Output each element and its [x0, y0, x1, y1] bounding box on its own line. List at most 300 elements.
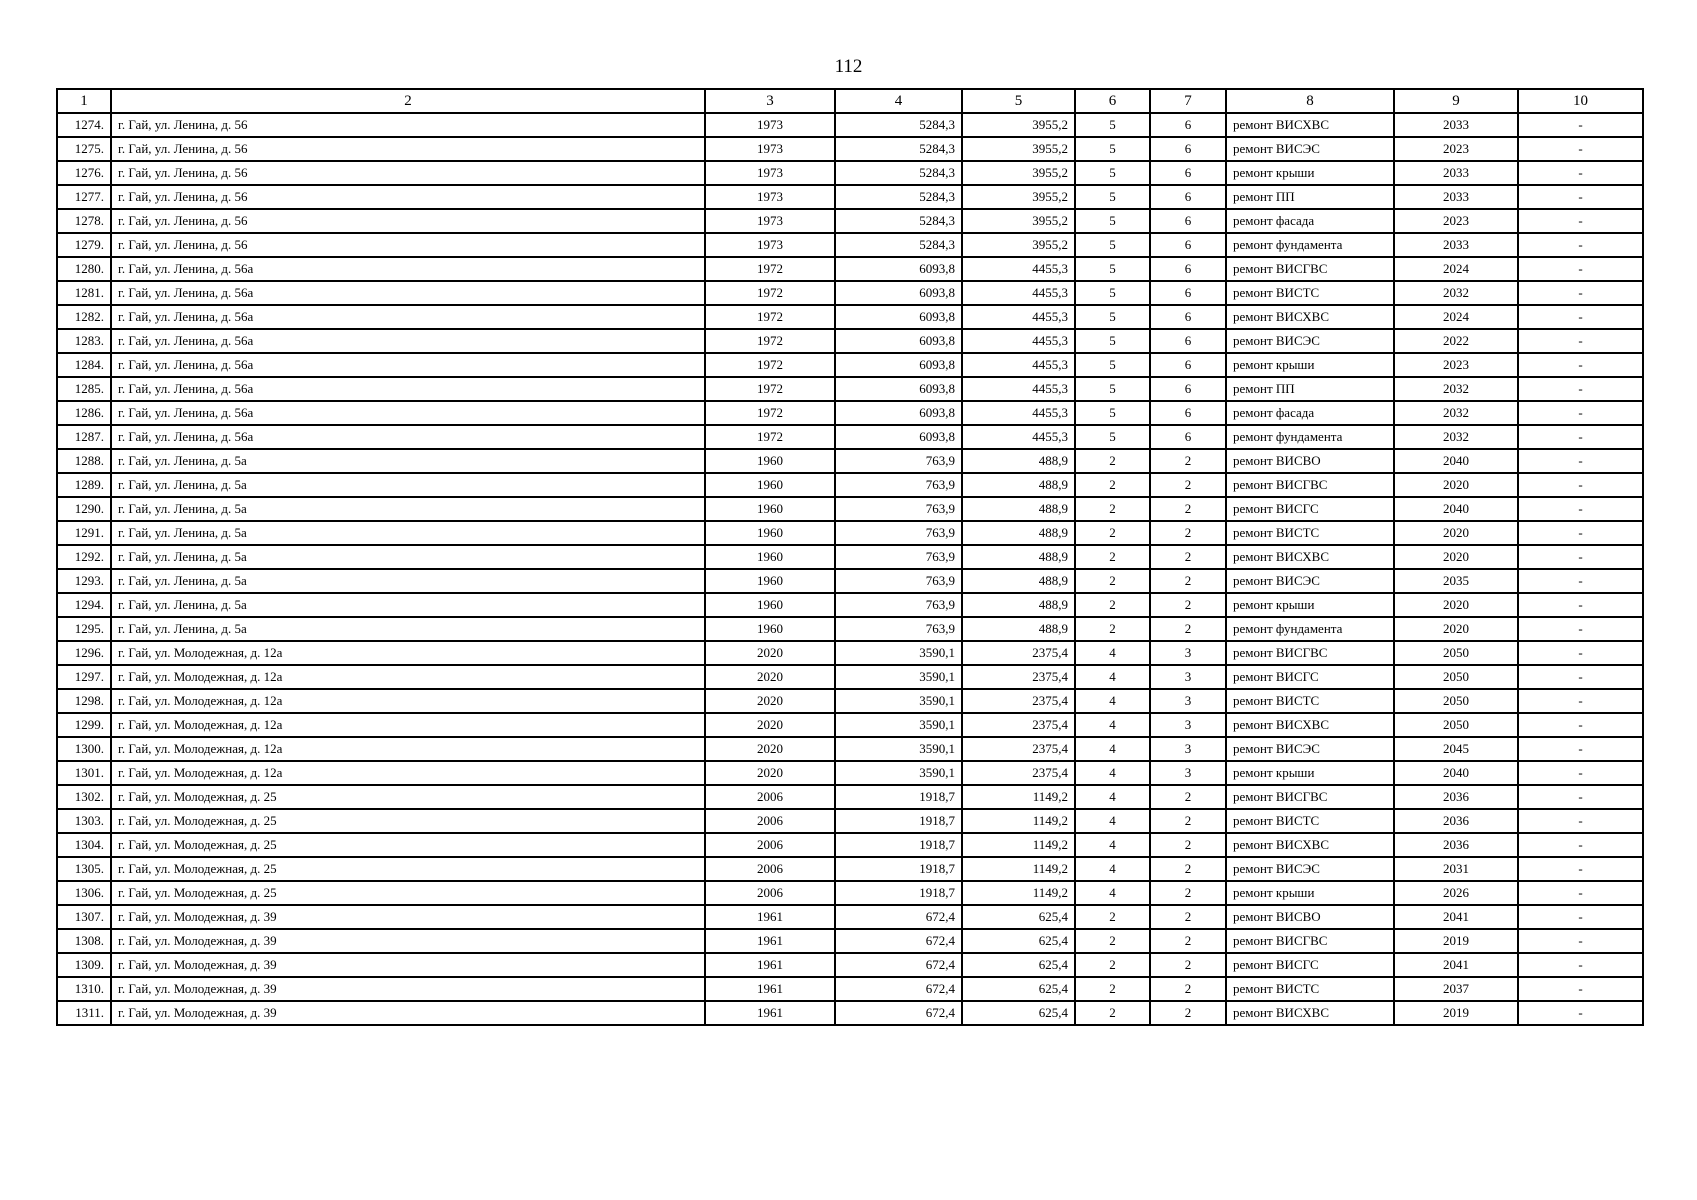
planned-year-cell: 2036 — [1394, 785, 1518, 809]
total-area-cell: 672,4 — [835, 1001, 962, 1025]
build-year-cell: 1973 — [705, 185, 835, 209]
table-row — [57, 473, 1643, 497]
floors-cell: 5 — [1075, 353, 1150, 377]
entrances-cell: 3 — [1150, 665, 1226, 689]
row-index: 1308. — [57, 929, 111, 953]
build-year-cell: 2020 — [705, 713, 835, 737]
address-cell: г. Гай, ул. Ленина, д. 5а — [111, 545, 705, 569]
address-cell: г. Гай, ул. Молодежная, д. 25 — [111, 857, 705, 881]
note-cell: - — [1518, 113, 1643, 137]
total-area-cell: 763,9 — [835, 473, 962, 497]
work-type-cell: ремонт крыши — [1226, 881, 1394, 905]
row-index: 1310. — [57, 977, 111, 1001]
note-cell: - — [1518, 833, 1643, 857]
floors-cell: 5 — [1075, 161, 1150, 185]
note-cell: - — [1518, 545, 1643, 569]
total-area-cell: 763,9 — [835, 617, 962, 641]
work-type-cell: ремонт фундамента — [1226, 617, 1394, 641]
planned-year-cell: 2020 — [1394, 545, 1518, 569]
note-cell: - — [1518, 401, 1643, 425]
note-cell: - — [1518, 665, 1643, 689]
floors-cell: 5 — [1075, 257, 1150, 281]
total-area-cell: 672,4 — [835, 953, 962, 977]
work-type-cell: ремонт ВИСГС — [1226, 497, 1394, 521]
floors-cell: 4 — [1075, 809, 1150, 833]
note-cell: - — [1518, 857, 1643, 881]
build-year-cell: 1961 — [705, 977, 835, 1001]
note-cell: - — [1518, 473, 1643, 497]
planned-year-cell: 2033 — [1394, 233, 1518, 257]
column-number: 7 — [1150, 89, 1226, 113]
table-row — [57, 497, 1643, 521]
floors-cell: 5 — [1075, 185, 1150, 209]
entrances-cell: 6 — [1150, 425, 1226, 449]
row-index: 1302. — [57, 785, 111, 809]
note-cell: - — [1518, 569, 1643, 593]
living-area-cell: 2375,4 — [962, 665, 1075, 689]
entrances-cell: 2 — [1150, 497, 1226, 521]
total-area-cell: 5284,3 — [835, 113, 962, 137]
build-year-cell: 1960 — [705, 545, 835, 569]
row-index: 1284. — [57, 353, 111, 377]
table-row — [57, 689, 1643, 713]
address-cell: г. Гай, ул. Ленина, д. 5а — [111, 449, 705, 473]
address-cell: г. Гай, ул. Молодежная, д. 12а — [111, 665, 705, 689]
address-cell: г. Гай, ул. Ленина, д. 56 — [111, 209, 705, 233]
row-index: 1288. — [57, 449, 111, 473]
planned-year-cell: 2020 — [1394, 593, 1518, 617]
table-row — [57, 929, 1643, 953]
floors-cell: 5 — [1075, 401, 1150, 425]
floors-cell: 5 — [1075, 113, 1150, 137]
address-cell: г. Гай, ул. Ленина, д. 5а — [111, 473, 705, 497]
table-row — [57, 593, 1643, 617]
living-area-cell: 4455,3 — [962, 257, 1075, 281]
entrances-cell: 6 — [1150, 257, 1226, 281]
build-year-cell: 2006 — [705, 809, 835, 833]
living-area-cell: 488,9 — [962, 617, 1075, 641]
build-year-cell: 1961 — [705, 929, 835, 953]
row-index: 1309. — [57, 953, 111, 977]
work-type-cell: ремонт фасада — [1226, 401, 1394, 425]
entrances-cell: 3 — [1150, 641, 1226, 665]
build-year-cell: 2006 — [705, 881, 835, 905]
build-year-cell: 1960 — [705, 593, 835, 617]
entrances-cell: 2 — [1150, 473, 1226, 497]
planned-year-cell: 2041 — [1394, 905, 1518, 929]
work-type-cell: ремонт ВИСГВС — [1226, 785, 1394, 809]
note-cell: - — [1518, 809, 1643, 833]
row-index: 1304. — [57, 833, 111, 857]
row-index: 1300. — [57, 737, 111, 761]
planned-year-cell: 2033 — [1394, 161, 1518, 185]
planned-year-cell: 2023 — [1394, 209, 1518, 233]
address-cell: г. Гай, ул. Ленина, д. 56а — [111, 377, 705, 401]
planned-year-cell: 2024 — [1394, 257, 1518, 281]
build-year-cell: 1961 — [705, 905, 835, 929]
build-year-cell: 1960 — [705, 521, 835, 545]
column-number: 9 — [1394, 89, 1518, 113]
note-cell: - — [1518, 377, 1643, 401]
row-index: 1274. — [57, 113, 111, 137]
entrances-cell: 2 — [1150, 857, 1226, 881]
note-cell: - — [1518, 353, 1643, 377]
planned-year-cell: 2020 — [1394, 617, 1518, 641]
work-type-cell: ремонт ВИСЭС — [1226, 329, 1394, 353]
row-index: 1298. — [57, 689, 111, 713]
total-area-cell: 3590,1 — [835, 689, 962, 713]
note-cell: - — [1518, 449, 1643, 473]
note-cell: - — [1518, 593, 1643, 617]
total-area-cell: 763,9 — [835, 521, 962, 545]
total-area-cell: 1918,7 — [835, 809, 962, 833]
total-area-cell: 6093,8 — [835, 281, 962, 305]
total-area-cell: 763,9 — [835, 497, 962, 521]
row-index: 1279. — [57, 233, 111, 257]
work-type-cell: ремонт ВИСЭС — [1226, 857, 1394, 881]
planned-year-cell: 2045 — [1394, 737, 1518, 761]
floors-cell: 4 — [1075, 857, 1150, 881]
table-row — [57, 785, 1643, 809]
entrances-cell: 6 — [1150, 401, 1226, 425]
table-row — [57, 521, 1643, 545]
table-row — [57, 257, 1643, 281]
row-index: 1282. — [57, 305, 111, 329]
total-area-cell: 672,4 — [835, 929, 962, 953]
planned-year-cell: 2031 — [1394, 857, 1518, 881]
build-year-cell: 1972 — [705, 329, 835, 353]
table-row — [57, 113, 1643, 137]
row-index: 1278. — [57, 209, 111, 233]
build-year-cell: 1972 — [705, 257, 835, 281]
note-cell: - — [1518, 497, 1643, 521]
total-area-cell: 672,4 — [835, 977, 962, 1001]
table-row — [57, 233, 1643, 257]
entrances-cell: 2 — [1150, 833, 1226, 857]
address-cell: г. Гай, ул. Молодежная, д. 12а — [111, 641, 705, 665]
floors-cell: 2 — [1075, 593, 1150, 617]
living-area-cell: 2375,4 — [962, 641, 1075, 665]
build-year-cell: 2020 — [705, 689, 835, 713]
total-area-cell: 3590,1 — [835, 761, 962, 785]
floors-cell: 4 — [1075, 689, 1150, 713]
work-type-cell: ремонт ВИСВО — [1226, 449, 1394, 473]
build-year-cell: 2020 — [705, 761, 835, 785]
address-cell: г. Гай, ул. Молодежная, д. 25 — [111, 785, 705, 809]
entrances-cell: 3 — [1150, 689, 1226, 713]
table-row — [57, 425, 1643, 449]
build-year-cell: 1960 — [705, 617, 835, 641]
row-index: 1306. — [57, 881, 111, 905]
floors-cell: 4 — [1075, 833, 1150, 857]
table-row — [57, 569, 1643, 593]
work-type-cell: ремонт ВИСХВС — [1226, 1001, 1394, 1025]
total-area-cell: 1918,7 — [835, 785, 962, 809]
build-year-cell: 1961 — [705, 953, 835, 977]
total-area-cell: 1918,7 — [835, 881, 962, 905]
row-index: 1305. — [57, 857, 111, 881]
note-cell: - — [1518, 785, 1643, 809]
address-cell: г. Гай, ул. Молодежная, д. 12а — [111, 737, 705, 761]
work-type-cell: ремонт фундамента — [1226, 425, 1394, 449]
address-cell: г. Гай, ул. Молодежная, д. 39 — [111, 1001, 705, 1025]
living-area-cell: 488,9 — [962, 449, 1075, 473]
total-area-cell: 6093,8 — [835, 353, 962, 377]
note-cell: - — [1518, 881, 1643, 905]
entrances-cell: 6 — [1150, 113, 1226, 137]
total-area-cell: 5284,3 — [835, 185, 962, 209]
address-cell: г. Гай, ул. Ленина, д. 56 — [111, 137, 705, 161]
table-row — [57, 329, 1643, 353]
entrances-cell: 6 — [1150, 353, 1226, 377]
work-type-cell: ремонт ВИСЭС — [1226, 137, 1394, 161]
note-cell: - — [1518, 137, 1643, 161]
note-cell: - — [1518, 713, 1643, 737]
address-cell: г. Гай, ул. Ленина, д. 5а — [111, 617, 705, 641]
total-area-cell: 763,9 — [835, 449, 962, 473]
floors-cell: 2 — [1075, 569, 1150, 593]
note-cell: - — [1518, 641, 1643, 665]
entrances-cell: 6 — [1150, 233, 1226, 257]
total-area-cell: 6093,8 — [835, 329, 962, 353]
row-index: 1275. — [57, 137, 111, 161]
work-type-cell: ремонт крыши — [1226, 761, 1394, 785]
floors-cell: 2 — [1075, 617, 1150, 641]
floors-cell: 4 — [1075, 713, 1150, 737]
note-cell: - — [1518, 737, 1643, 761]
table-row — [57, 1001, 1643, 1025]
living-area-cell: 4455,3 — [962, 401, 1075, 425]
planned-year-cell: 2032 — [1394, 377, 1518, 401]
row-index: 1281. — [57, 281, 111, 305]
column-number: 5 — [962, 89, 1075, 113]
living-area-cell: 4455,3 — [962, 425, 1075, 449]
address-cell: г. Гай, ул. Ленина, д. 56а — [111, 329, 705, 353]
floors-cell: 4 — [1075, 665, 1150, 689]
note-cell: - — [1518, 185, 1643, 209]
note-cell: - — [1518, 929, 1643, 953]
build-year-cell: 1972 — [705, 401, 835, 425]
living-area-cell: 2375,4 — [962, 761, 1075, 785]
floors-cell: 5 — [1075, 329, 1150, 353]
row-index: 1311. — [57, 1001, 111, 1025]
entrances-cell: 3 — [1150, 713, 1226, 737]
note-cell: - — [1518, 257, 1643, 281]
planned-year-cell: 2023 — [1394, 353, 1518, 377]
build-year-cell: 1973 — [705, 209, 835, 233]
table-row — [57, 833, 1643, 857]
column-number: 2 — [111, 89, 705, 113]
build-year-cell: 1972 — [705, 281, 835, 305]
table-row — [57, 377, 1643, 401]
note-cell: - — [1518, 233, 1643, 257]
note-cell: - — [1518, 761, 1643, 785]
total-area-cell: 3590,1 — [835, 713, 962, 737]
row-index: 1295. — [57, 617, 111, 641]
table-row — [57, 881, 1643, 905]
work-type-cell: ремонт ВИСТС — [1226, 809, 1394, 833]
living-area-cell: 4455,3 — [962, 353, 1075, 377]
address-cell: г. Гай, ул. Молодежная, д. 39 — [111, 929, 705, 953]
build-year-cell: 1960 — [705, 449, 835, 473]
planned-year-cell: 2033 — [1394, 185, 1518, 209]
build-year-cell: 2006 — [705, 785, 835, 809]
entrances-cell: 2 — [1150, 617, 1226, 641]
address-cell: г. Гай, ул. Молодежная, д. 39 — [111, 977, 705, 1001]
note-cell: - — [1518, 689, 1643, 713]
work-type-cell: ремонт ПП — [1226, 377, 1394, 401]
entrances-cell: 3 — [1150, 761, 1226, 785]
address-cell: г. Гай, ул. Ленина, д. 56 — [111, 161, 705, 185]
table-row — [57, 281, 1643, 305]
floors-cell: 5 — [1075, 233, 1150, 257]
living-area-cell: 2375,4 — [962, 713, 1075, 737]
living-area-cell: 488,9 — [962, 569, 1075, 593]
living-area-cell: 3955,2 — [962, 185, 1075, 209]
row-index: 1301. — [57, 761, 111, 785]
floors-cell: 2 — [1075, 545, 1150, 569]
living-area-cell: 4455,3 — [962, 329, 1075, 353]
table-row — [57, 401, 1643, 425]
note-cell: - — [1518, 1001, 1643, 1025]
row-index: 1285. — [57, 377, 111, 401]
living-area-cell: 625,4 — [962, 953, 1075, 977]
planned-year-cell: 2037 — [1394, 977, 1518, 1001]
floors-cell: 2 — [1075, 497, 1150, 521]
planned-year-cell: 2035 — [1394, 569, 1518, 593]
row-index: 1289. — [57, 473, 111, 497]
total-area-cell: 5284,3 — [835, 233, 962, 257]
table-row — [57, 545, 1643, 569]
table-row — [57, 905, 1643, 929]
total-area-cell: 6093,8 — [835, 305, 962, 329]
living-area-cell: 488,9 — [962, 473, 1075, 497]
note-cell: - — [1518, 281, 1643, 305]
row-index: 1294. — [57, 593, 111, 617]
table-row — [57, 185, 1643, 209]
note-cell: - — [1518, 425, 1643, 449]
column-number: 10 — [1518, 89, 1643, 113]
address-cell: г. Гай, ул. Ленина, д. 56а — [111, 401, 705, 425]
floors-cell: 4 — [1075, 785, 1150, 809]
table-row — [57, 761, 1643, 785]
planned-year-cell: 2041 — [1394, 953, 1518, 977]
row-index: 1297. — [57, 665, 111, 689]
floors-cell: 2 — [1075, 977, 1150, 1001]
planned-year-cell: 2036 — [1394, 833, 1518, 857]
address-cell: г. Гай, ул. Молодежная, д. 12а — [111, 689, 705, 713]
entrances-cell: 2 — [1150, 953, 1226, 977]
floors-cell: 4 — [1075, 761, 1150, 785]
total-area-cell: 1918,7 — [835, 857, 962, 881]
build-year-cell: 1960 — [705, 497, 835, 521]
work-type-cell: ремонт ВИСТС — [1226, 521, 1394, 545]
floors-cell: 5 — [1075, 281, 1150, 305]
work-type-cell: ремонт ВИСГВС — [1226, 641, 1394, 665]
living-area-cell: 488,9 — [962, 497, 1075, 521]
planned-year-cell: 2032 — [1394, 425, 1518, 449]
floors-cell: 4 — [1075, 641, 1150, 665]
work-type-cell: ремонт ВИСГВС — [1226, 257, 1394, 281]
work-type-cell: ремонт ВИСХВС — [1226, 545, 1394, 569]
row-index: 1293. — [57, 569, 111, 593]
floors-cell: 4 — [1075, 881, 1150, 905]
work-type-cell: ремонт ВИСГС — [1226, 953, 1394, 977]
floors-cell: 5 — [1075, 377, 1150, 401]
build-year-cell: 1973 — [705, 161, 835, 185]
work-type-cell: ремонт ВИСХВС — [1226, 833, 1394, 857]
total-area-cell: 3590,1 — [835, 737, 962, 761]
planned-year-cell: 2024 — [1394, 305, 1518, 329]
build-year-cell: 1972 — [705, 377, 835, 401]
build-year-cell: 1973 — [705, 113, 835, 137]
note-cell: - — [1518, 977, 1643, 1001]
address-cell: г. Гай, ул. Ленина, д. 56а — [111, 353, 705, 377]
table-row — [57, 737, 1643, 761]
living-area-cell: 2375,4 — [962, 737, 1075, 761]
table-row — [57, 809, 1643, 833]
build-year-cell: 1961 — [705, 1001, 835, 1025]
build-year-cell: 1972 — [705, 353, 835, 377]
planned-year-cell: 2033 — [1394, 113, 1518, 137]
table-row — [57, 857, 1643, 881]
note-cell: - — [1518, 209, 1643, 233]
column-number: 6 — [1075, 89, 1150, 113]
entrances-cell: 2 — [1150, 785, 1226, 809]
work-type-cell: ремонт ВИСТС — [1226, 689, 1394, 713]
entrances-cell: 2 — [1150, 521, 1226, 545]
planned-year-cell: 2040 — [1394, 497, 1518, 521]
work-type-cell: ремонт ВИСХВС — [1226, 713, 1394, 737]
total-area-cell: 1918,7 — [835, 833, 962, 857]
floors-cell: 5 — [1075, 209, 1150, 233]
address-cell: г. Гай, ул. Ленина, д. 56 — [111, 233, 705, 257]
planned-year-cell: 2050 — [1394, 641, 1518, 665]
address-cell: г. Гай, ул. Ленина, д. 5а — [111, 569, 705, 593]
work-type-cell: ремонт ВИСТС — [1226, 281, 1394, 305]
work-type-cell: ремонт фасада — [1226, 209, 1394, 233]
living-area-cell: 1149,2 — [962, 809, 1075, 833]
build-year-cell: 2006 — [705, 857, 835, 881]
note-cell: - — [1518, 953, 1643, 977]
build-year-cell: 1972 — [705, 425, 835, 449]
planned-year-cell: 2019 — [1394, 1001, 1518, 1025]
entrances-cell: 2 — [1150, 809, 1226, 833]
entrances-cell: 2 — [1150, 449, 1226, 473]
total-area-cell: 6093,8 — [835, 377, 962, 401]
row-index: 1307. — [57, 905, 111, 929]
row-index: 1292. — [57, 545, 111, 569]
row-index: 1276. — [57, 161, 111, 185]
address-cell: г. Гай, ул. Молодежная, д. 39 — [111, 953, 705, 977]
work-type-cell: ремонт крыши — [1226, 161, 1394, 185]
table-row — [57, 449, 1643, 473]
work-type-cell: ремонт ВИСВО — [1226, 905, 1394, 929]
total-area-cell: 5284,3 — [835, 137, 962, 161]
total-area-cell: 5284,3 — [835, 161, 962, 185]
address-cell: г. Гай, ул. Молодежная, д. 25 — [111, 881, 705, 905]
entrances-cell: 6 — [1150, 185, 1226, 209]
planned-year-cell: 2022 — [1394, 329, 1518, 353]
row-index: 1280. — [57, 257, 111, 281]
address-cell: г. Гай, ул. Молодежная, д. 25 — [111, 833, 705, 857]
total-area-cell: 763,9 — [835, 545, 962, 569]
column-number: 4 — [835, 89, 962, 113]
note-cell: - — [1518, 617, 1643, 641]
row-index: 1283. — [57, 329, 111, 353]
address-cell: г. Гай, ул. Ленина, д. 56а — [111, 305, 705, 329]
table-row — [57, 209, 1643, 233]
